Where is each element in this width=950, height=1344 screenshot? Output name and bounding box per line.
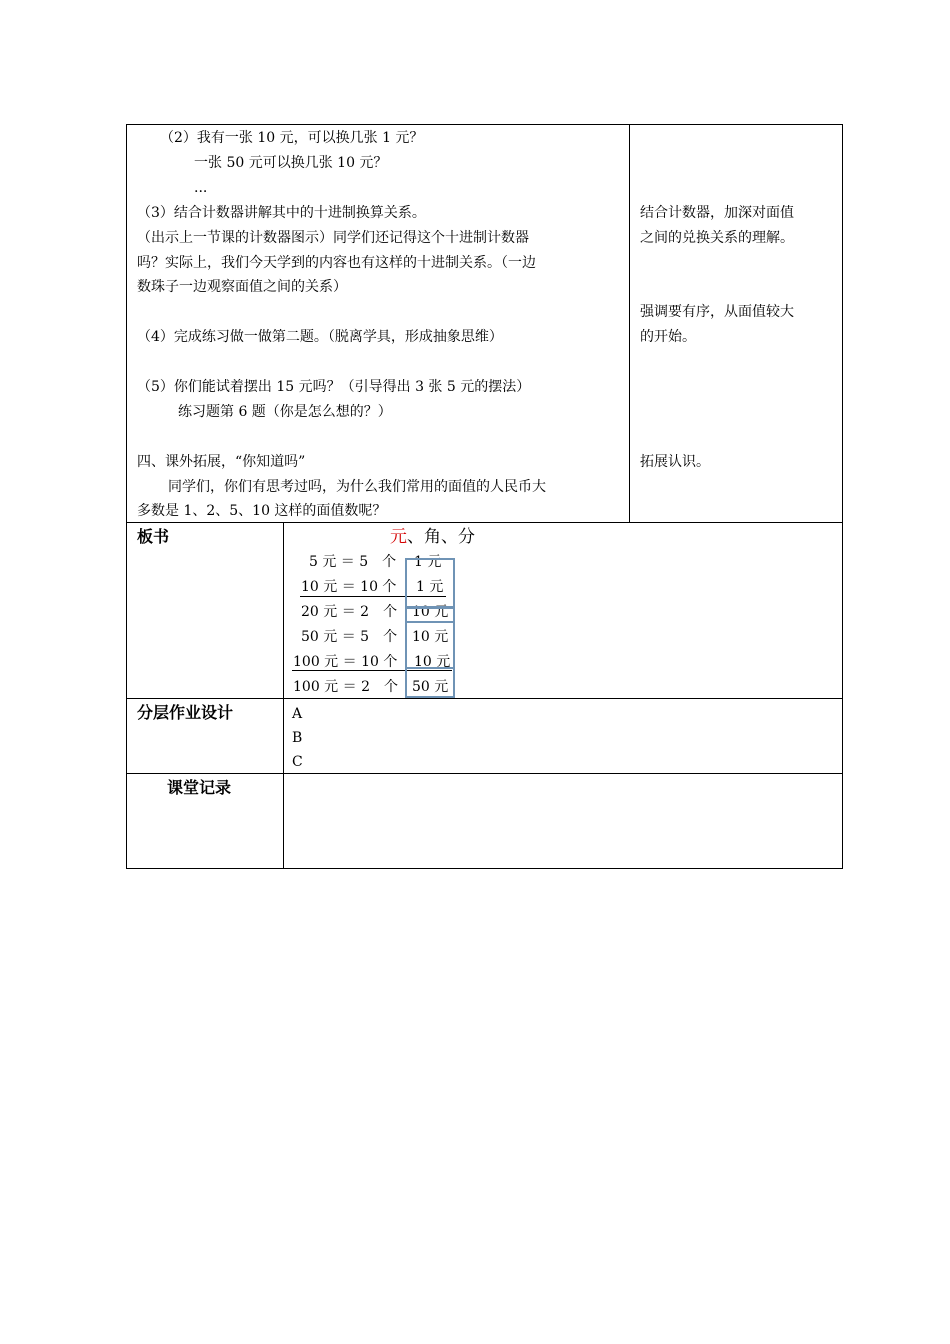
record-label: 课堂记录	[167, 778, 232, 797]
board-title-yuan: 元	[390, 527, 407, 547]
note-order-2: 的开始。	[640, 329, 696, 345]
board-row-6-left: 100 元 ＝ 2 个	[293, 679, 398, 695]
section-4-line1: 同学们，你们有思考过吗，为什么我们常用的面值的人民币大	[168, 479, 546, 495]
main-row-divider	[629, 124, 630, 523]
lesson-step-2: （2）我有一张 10 元，可以换几张 1 元？	[160, 130, 424, 146]
board-row-5-left: 100 元 ＝ 10 个	[293, 654, 398, 670]
lesson-step-4: （4）完成练习做一做第二题。（脱离学具，形成抽象思维）	[137, 329, 503, 345]
row-divider-record	[126, 773, 843, 774]
board-row-2-left: 10 元 ＝ 10 个	[301, 579, 397, 595]
board-box-3	[405, 621, 455, 669]
board-box-4	[405, 667, 455, 698]
lesson-step-3-line3: 数珠子一边观察面值之间的关系）	[137, 279, 347, 295]
board-row-5-right: 10 元	[414, 654, 451, 670]
lesson-step-2b: 一张 50 元可以换几张 10 元？	[194, 155, 388, 171]
note-counter-2: 之间的兑换关系的理解。	[640, 230, 794, 246]
table-border-bottom	[126, 868, 843, 869]
board-title	[390, 528, 475, 546]
board-row-2-right: 1 元	[416, 579, 444, 595]
board-row-1-right: 1 元	[414, 554, 442, 570]
section-4-heading: 四、课外拓展，“你知道吗”	[137, 454, 306, 470]
board-row-1-left: 5 元 ＝ 5 个	[309, 554, 397, 570]
board-title-rest: 、角、分	[407, 527, 475, 547]
row-divider-homework	[126, 698, 843, 699]
board-row-6-right: 50 元	[412, 679, 449, 695]
board-box-1	[405, 558, 455, 608]
homework-label: 分层作业设计	[137, 703, 234, 722]
note-counter-1: 结合计数器，加深对面值	[640, 205, 794, 221]
lesson-step-3: （3）结合计数器讲解其中的十进制换算关系。	[137, 205, 426, 221]
label-column-divider	[283, 522, 284, 869]
lesson-step-5b: 练习题第 6 题（你是怎么想的？）	[178, 404, 392, 420]
section-4-line2: 多数是 1、2、5、10 这样的面值数呢？	[137, 503, 387, 519]
homework-item-b: B	[292, 730, 303, 746]
board-row-3-left: 20 元 ＝ 2 个	[301, 604, 398, 620]
table-border-top	[126, 124, 843, 125]
row-divider-board	[126, 522, 843, 523]
lesson-step-3-line2: 吗？实际上，我们今天学到的内容也有这样的十进制关系。（一边	[137, 255, 536, 271]
lesson-step-5: （5）你们能试着摆出 15 元吗？（引导得出 3 张 5 元的摆法）	[137, 379, 531, 395]
board-row-4-right: 10 元	[412, 629, 449, 645]
homework-item-c: C	[292, 754, 303, 770]
board-row-3-right: 10 元	[412, 604, 449, 620]
lesson-ellipsis: ...	[194, 180, 208, 196]
lesson-step-3-line1: （出示上一节课的计数器图示）同学们还记得这个十进制计数器	[137, 230, 529, 246]
note-extension: 拓展认识。	[640, 454, 710, 470]
board-row-4-left: 50 元 ＝ 5 个	[301, 629, 398, 645]
homework-item-a: A	[292, 706, 303, 722]
note-order-1: 强调要有序，从面值较大	[640, 304, 794, 320]
table-border-right	[842, 124, 843, 869]
board-label: 板书	[137, 527, 170, 546]
table-border-left	[126, 124, 127, 869]
